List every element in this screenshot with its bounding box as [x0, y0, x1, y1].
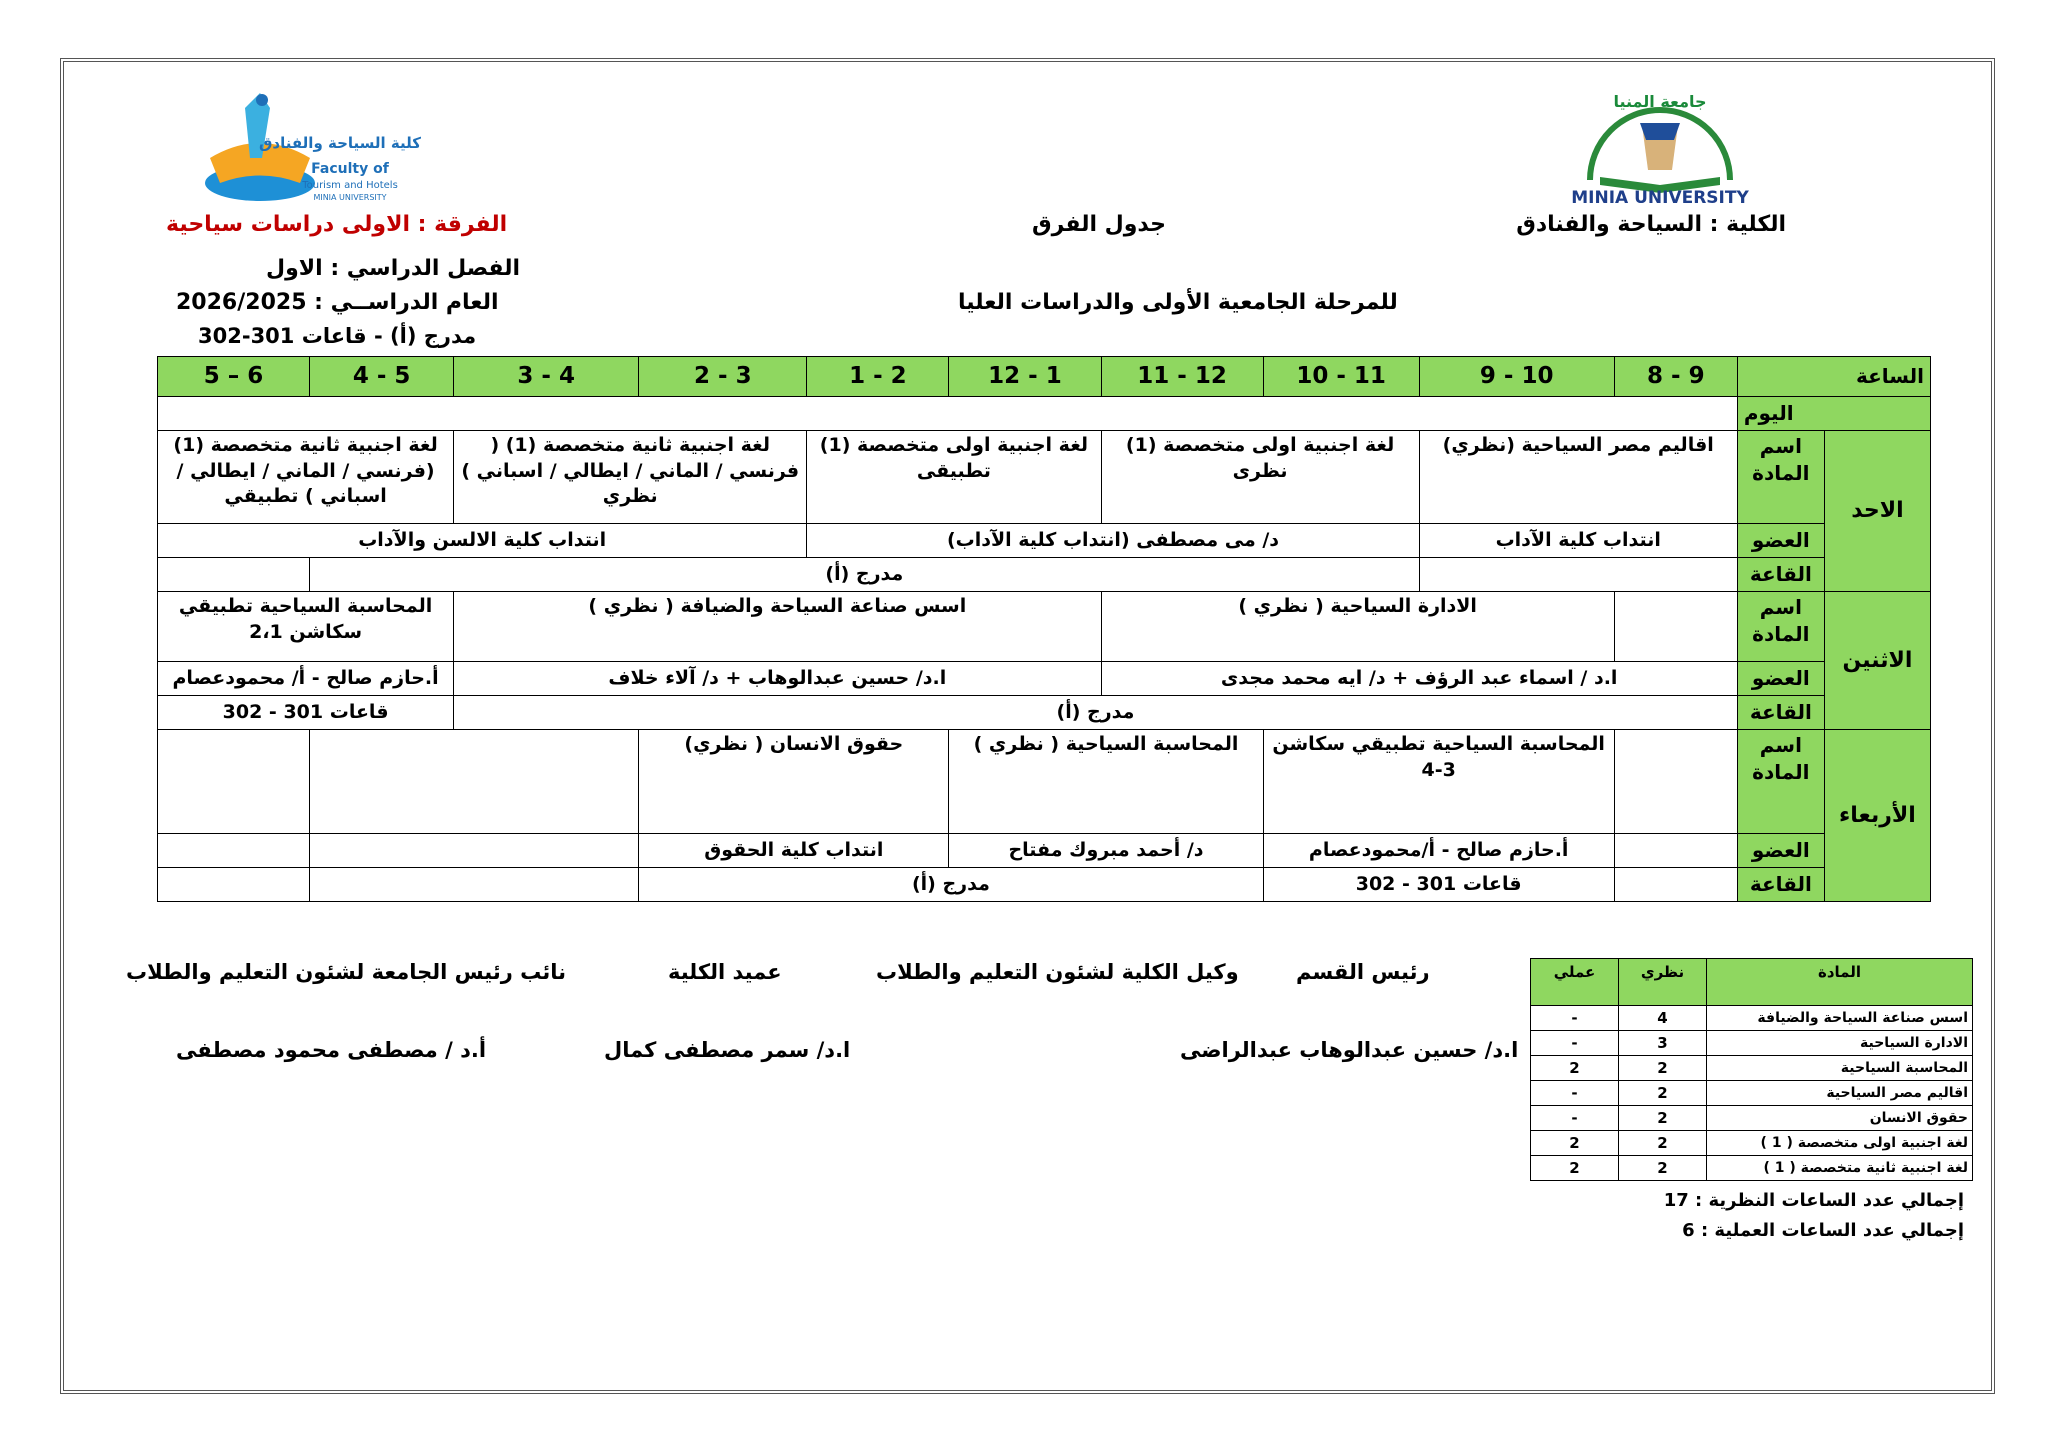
- wed-member-empty-1: [158, 834, 310, 868]
- hours-practical: 2: [1531, 1131, 1619, 1156]
- slot-9-8: 9 - 8: [1614, 357, 1737, 397]
- wed-hall-empty-1: [158, 868, 310, 902]
- total-theory-hours: إجمالي عدد الساعات النظرية : 17: [1663, 1190, 1964, 1211]
- mon-subject-3: المحاسبة السياحية تطبيقي سكاشن 2،1: [158, 592, 454, 662]
- hours-subject: اسس صناعة السياحة والضيافة: [1707, 1006, 1973, 1031]
- hours-theory: 2: [1619, 1056, 1707, 1081]
- wed-hall-empty-2: [310, 868, 639, 902]
- total-practical-hours: إجمالي عدد الساعات العملية : 6: [1682, 1220, 1964, 1241]
- hours-subject: المحاسبة السياحية: [1707, 1056, 1973, 1081]
- sun-hall-empty-left: [158, 558, 310, 592]
- sig-vice-president: نائب رئيس الجامعة لشئون التعليم والطلاب: [126, 960, 567, 984]
- label-subject: اسم المادة: [1737, 730, 1824, 834]
- hours-practical: -: [1531, 1031, 1619, 1056]
- hours-table: [1530, 958, 1973, 1181]
- mon-member-2: ا.د/ حسين عبدالوهاب + د/ آلاء خلاف: [454, 662, 1101, 696]
- wed-hall-2: مدرج (أ): [639, 868, 1263, 902]
- mon-member-1: ا.د / اسماء عبد الرؤف + د/ ايه محمد مجدى: [1101, 662, 1737, 696]
- sig-vice-president-name: أ.د / مصطفى محمود مصطفى: [176, 1038, 487, 1062]
- wed-member-2: د/ أحمد مبروك مفتاح: [949, 834, 1263, 868]
- hours-row: [1531, 1081, 1973, 1106]
- slot-3-2: 3 - 2: [639, 357, 807, 397]
- mon-subject-empty: [1614, 592, 1737, 662]
- faculty-logo-en2: Tourism and Hotels: [302, 180, 398, 191]
- hours-theory: 4: [1619, 1006, 1707, 1031]
- hours-practical: -: [1531, 1081, 1619, 1106]
- sun-subject-4: لغة اجنبية ثانية متخصصة (1) ( فرنسي / الماني / ايطالي / اسباني ) نظري: [454, 431, 807, 524]
- label-member: العضو: [1737, 662, 1824, 696]
- label-hall: القاعة: [1737, 868, 1824, 902]
- mon-subject-1: الادارة السياحية ( نظري ): [1101, 592, 1614, 662]
- faculty-name: الكلية : السياحة والفنادق: [1516, 212, 1786, 237]
- slot-4-3: 4 - 3: [454, 357, 639, 397]
- faculty-logo-en3: MINIA UNIVERSITY: [313, 193, 387, 202]
- sig-dean: عميد الكلية: [668, 960, 782, 984]
- sun-member-1: انتداب كلية الآداب: [1419, 524, 1737, 558]
- faculty-logo: [200, 88, 421, 213]
- wed-subject-2: المحاسبة السياحية ( نظري ): [949, 730, 1263, 834]
- wed-hall-empty-3: [1614, 868, 1737, 902]
- hours-theory: 2: [1619, 1131, 1707, 1156]
- university-logo-arabic: جامعة المنيا: [1613, 92, 1707, 111]
- hours-theory: 3: [1619, 1031, 1707, 1056]
- day-wednesday: الأربعاء: [1824, 730, 1930, 902]
- label-day: اليوم: [1737, 397, 1930, 431]
- slot-12-11: 12 - 11: [1101, 357, 1263, 397]
- sig-vice-dean-name: ا.د/ حسين عبدالوهاب عبدالراضى: [1180, 1038, 1519, 1062]
- label-member: العضو: [1737, 524, 1824, 558]
- hours-row: [1531, 1031, 1973, 1056]
- hours-row: [1531, 1006, 1973, 1031]
- sig-vice-dean: وكيل الكلية لشئون التعليم والطلاب: [876, 960, 1239, 984]
- hours-col-subject: المادة: [1707, 959, 1973, 1006]
- hours-practical: 2: [1531, 1056, 1619, 1081]
- sun-hall: مدرج (أ): [310, 558, 1420, 592]
- hours-practical: -: [1531, 1106, 1619, 1131]
- wed-subject-empty-3: [1614, 730, 1737, 834]
- wed-member-empty-2: [310, 834, 639, 868]
- sig-head-dept: رئيس القسم: [1296, 960, 1430, 984]
- day-monday: الاثنين: [1824, 592, 1930, 730]
- wed-subject-1: المحاسبة السياحية تطبيقي سكاشن 3-4: [1263, 730, 1614, 834]
- faculty-logo-en1: Faculty of: [311, 161, 389, 177]
- hours-row: [1531, 1131, 1973, 1156]
- label-member: العضو: [1737, 834, 1824, 868]
- schedule-table: [157, 356, 1931, 902]
- hours-col-theory: نظري: [1619, 959, 1707, 1006]
- wed-member-1: أ.حازم صالح - أ/محمودعصام: [1263, 834, 1614, 868]
- label-hour: الساعة: [1737, 357, 1930, 397]
- hours-col-practical: عملي: [1531, 959, 1619, 1006]
- sun-subject-5: لغة اجنبية ثانية متخصصة (1) (فرنسي / الماني / ايطالي / اسباني ) تطبيقي: [158, 431, 454, 524]
- semester: الفصل الدراسي : الاول: [266, 256, 521, 281]
- label-subject: اسم المادة: [1737, 592, 1824, 662]
- mon-hall-2: قاعات 301 - 302: [158, 696, 454, 730]
- slot-6-5: 6 – 5: [158, 357, 310, 397]
- label-hall: القاعة: [1737, 558, 1824, 592]
- hours-theory: 2: [1619, 1156, 1707, 1181]
- group-name: الفرقة : الاولى دراسات سياحية: [166, 212, 508, 237]
- wed-member-3: انتداب كلية الحقوق: [639, 834, 949, 868]
- label-hall: القاعة: [1737, 696, 1824, 730]
- hours-theory: 2: [1619, 1106, 1707, 1131]
- sun-subject-3: لغة اجنبية اولى متخصصة (1) تطبيقى: [807, 431, 1101, 524]
- sun-member-3: انتداب كلية الالسن والآداب: [158, 524, 807, 558]
- hours-subject: اقاليم مصر السياحية: [1707, 1081, 1973, 1106]
- sun-subject-2: لغة اجنبية اولى متخصصة (1) نظرى: [1101, 431, 1419, 524]
- hours-row: [1531, 1106, 1973, 1131]
- header-spacer: [158, 397, 1738, 431]
- slot-11-10: 11 - 10: [1263, 357, 1419, 397]
- wed-hall-1: قاعات 301 - 302: [1263, 868, 1614, 902]
- academic-year: العام الدراســي : 2026/2025: [176, 290, 499, 315]
- hours-practical: -: [1531, 1006, 1619, 1031]
- day-sunday: الاحد: [1824, 431, 1930, 592]
- sig-dean-name: ا.د/ سمر مصطفى كمال: [604, 1038, 851, 1062]
- hours-subject: حقوق الانسان: [1707, 1106, 1973, 1131]
- hours-row: [1531, 1056, 1973, 1081]
- label-subject: اسم المادة: [1737, 431, 1824, 524]
- hours-theory: 2: [1619, 1081, 1707, 1106]
- university-logo-text: MINIA UNIVERSITY: [1571, 188, 1749, 208]
- page-subtitle: للمرحلة الجامعية الأولى والدراسات العليا: [958, 290, 1398, 315]
- halls-info: مدرج (أ) - قاعات 301-302: [198, 324, 477, 348]
- hours-subject: لغة اجنبية اولى متخصصة ( 1 ): [1707, 1131, 1973, 1156]
- hours-row: [1531, 1156, 1973, 1181]
- sun-subject-1: اقاليم مصر السياحية (نظري): [1419, 431, 1737, 524]
- slot-1-12: 1 - 12: [949, 357, 1101, 397]
- slot-10-9: 10 - 9: [1419, 357, 1614, 397]
- hours-practical: 2: [1531, 1156, 1619, 1181]
- slot-2-1: 2 - 1: [807, 357, 949, 397]
- faculty-logo-arabic: كلية السياحة والفنادق: [259, 134, 421, 152]
- mon-subject-2: اسس صناعة السياحة والضيافة ( نظري ): [454, 592, 1101, 662]
- slot-5-4: 5 - 4: [310, 357, 454, 397]
- wed-member-empty-3: [1614, 834, 1737, 868]
- mon-member-3: أ.حازم صالح - أ/ محمودعصام: [158, 662, 454, 696]
- wed-subject-empty-2: [310, 730, 639, 834]
- university-logo: [1560, 85, 1760, 208]
- mon-hall-1: مدرج (أ): [454, 696, 1738, 730]
- sun-member-2: د/ مى مصطفى (انتداب كلية الآداب): [807, 524, 1419, 558]
- hours-subject: لغة اجنبية ثانية متخصصة ( 1 ): [1707, 1156, 1973, 1181]
- sun-hall-empty-right: [1419, 558, 1737, 592]
- hours-subject: الادارة السياحية: [1707, 1031, 1973, 1056]
- wed-subject-3: حقوق الانسان ( نظري): [639, 730, 949, 834]
- wed-subject-empty-1: [158, 730, 310, 834]
- page-title: جدول الفرق: [1032, 212, 1166, 237]
